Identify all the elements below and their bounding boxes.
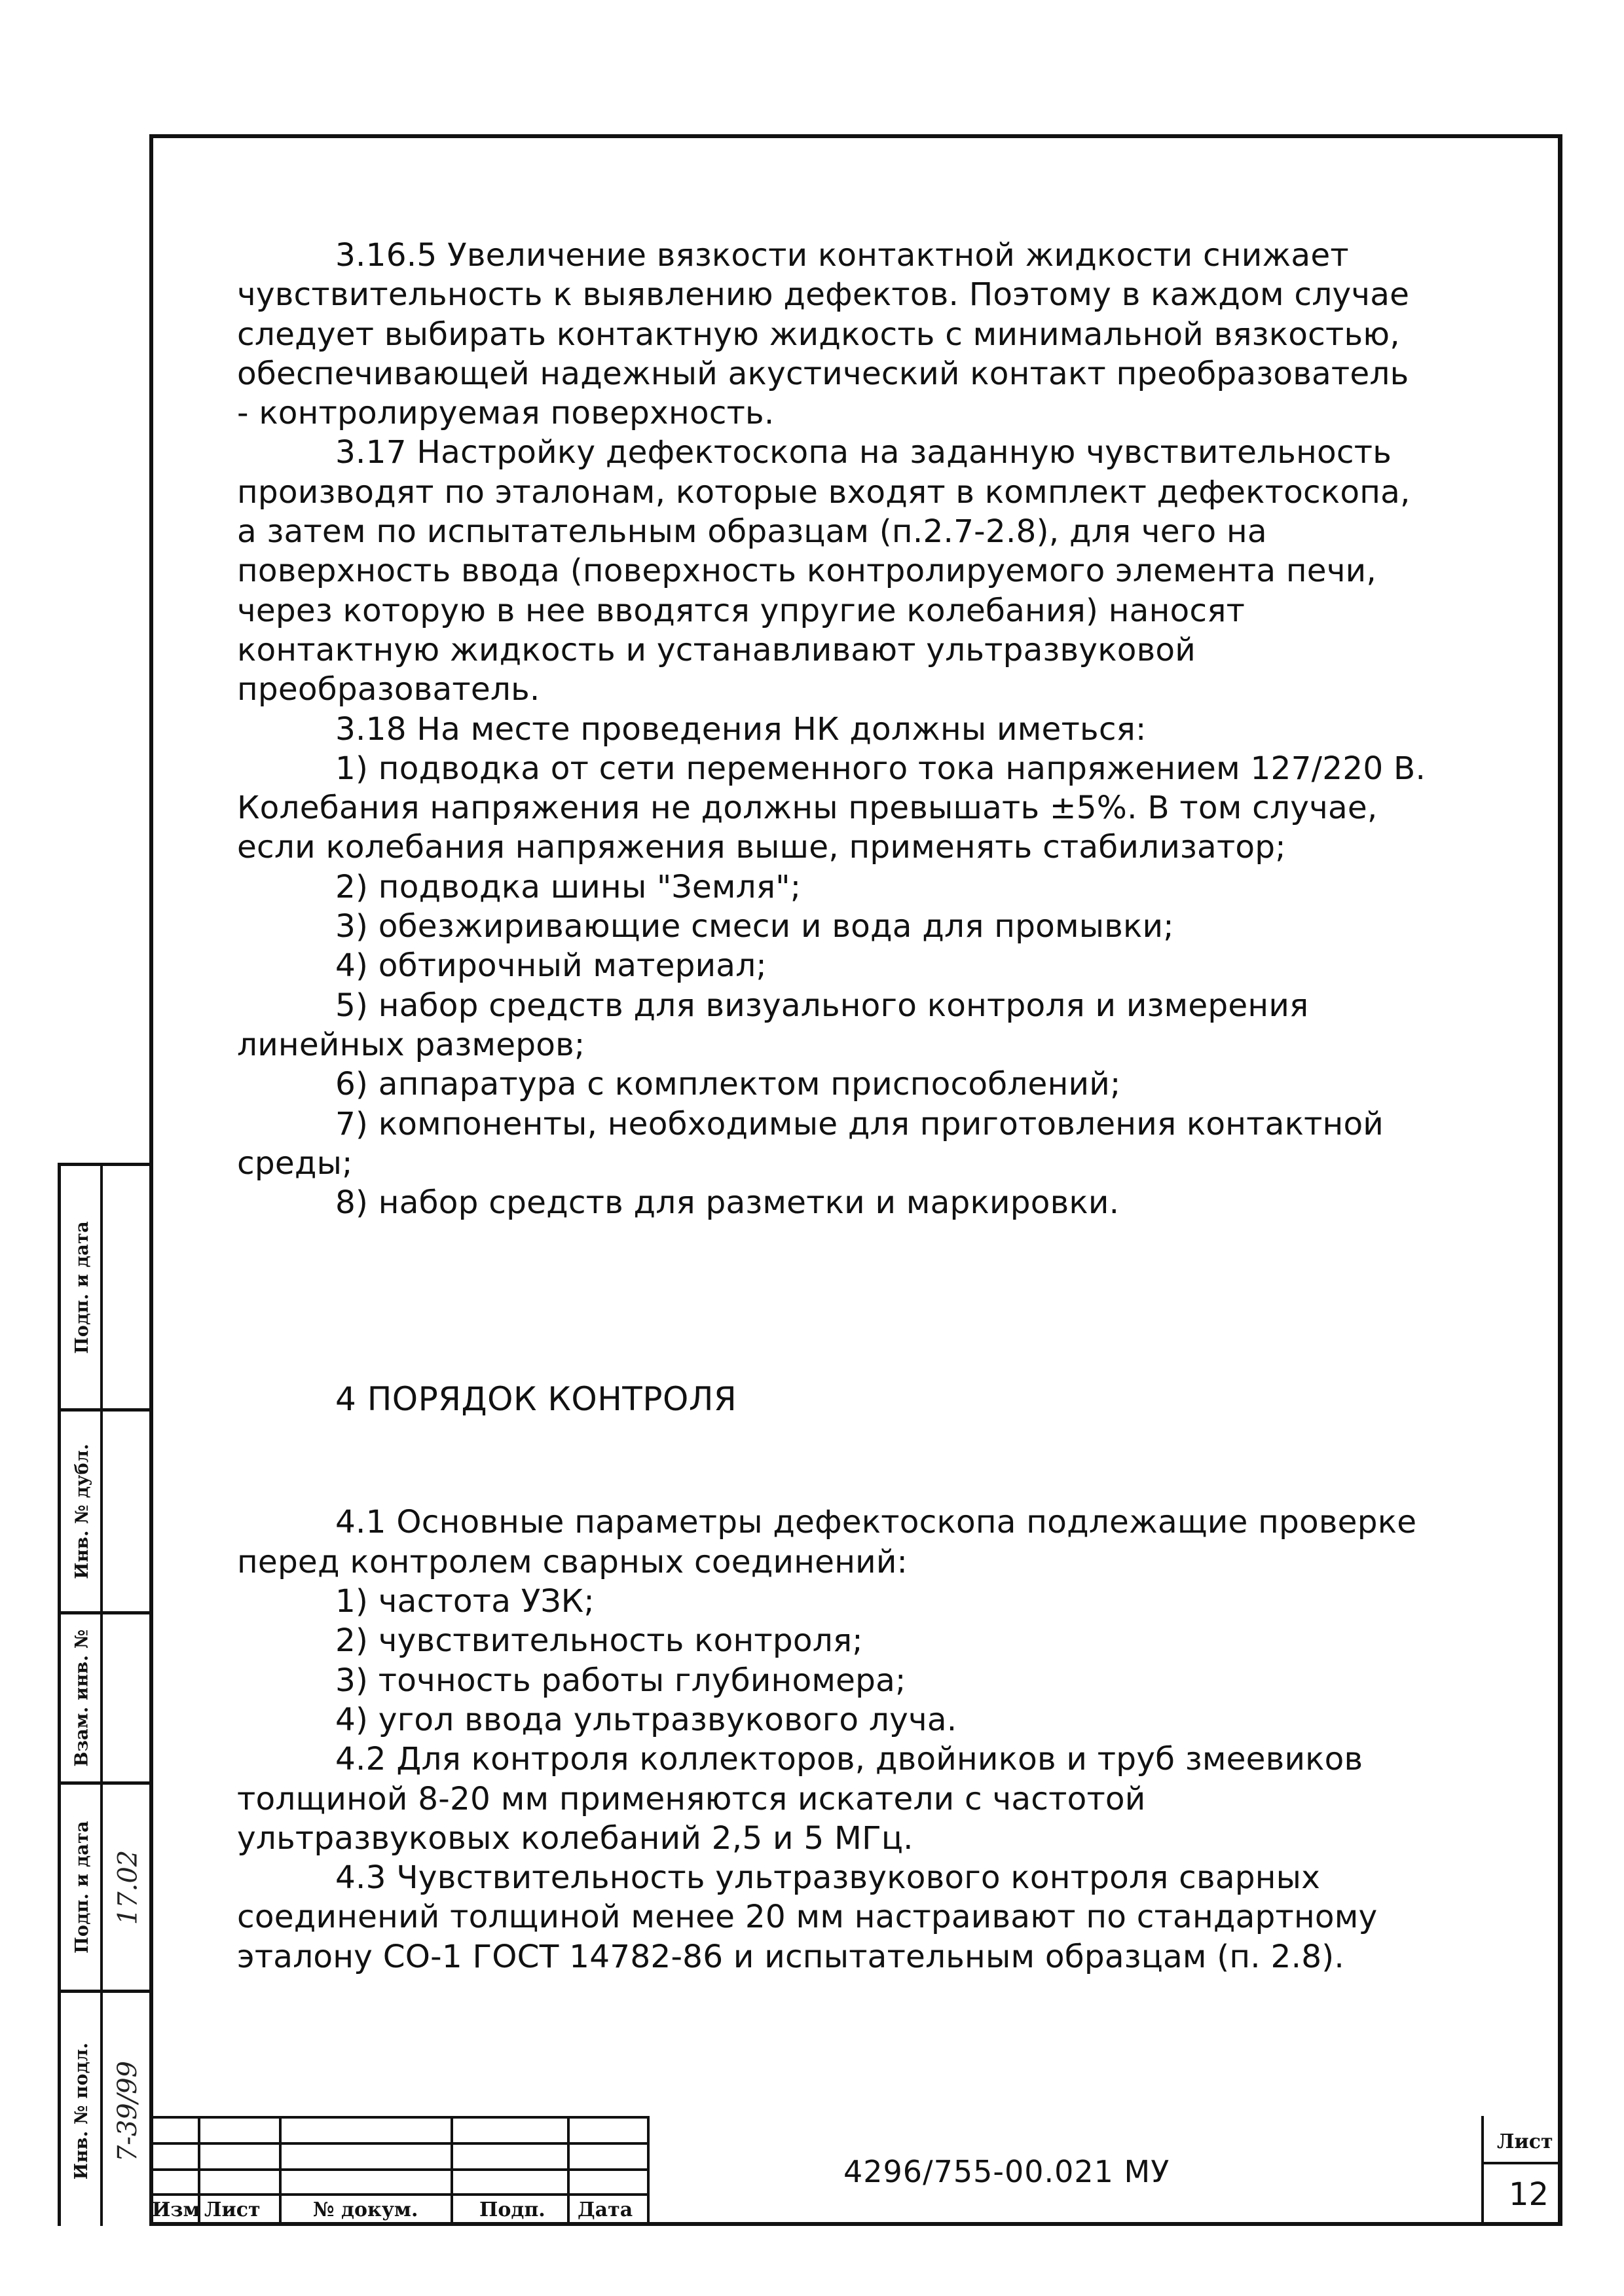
col-label-sheet: Лист: [204, 2198, 261, 2221]
paragraph-3-18: 3.18 На месте проведения НК должны иметься:: [335, 710, 1147, 748]
list-item-3-18-7: 7) компоненты, необходимые для приготовления контактной среды;: [237, 1105, 1384, 1182]
paragraph-3-17: 3.17 Настройку дефектоскопа на заданную чувствительность производят по эталонам, которые входят в комплект дефектоскопа, а затем по испытательным образцам (п.2.7-2.8), для чего на поверхность ввода (поверхность контролируемого элемента печи, через которую в нее вводятся упругие колебания) наносят контактную жидкость и устанавливают ультразвуковой преобразователь.: [237, 434, 1411, 708]
list-item-3-18-6: 6) аппаратура с комплектом приспособлений;: [335, 1066, 1121, 1103]
list-item-3-18-3: 3) обезжиривающие смеси и вода для промывки;: [335, 908, 1174, 945]
label-original-inventory: Инв. № подл.: [71, 2042, 92, 2180]
label-replacement-inventory: Взам. инв. №: [71, 1629, 92, 1767]
document-body: [237, 236, 1429, 1977]
list-item-4-1-1: 1) частота УЗК;: [335, 1583, 595, 1620]
list-item-3-18-8: 8) набор средств для разметки и маркировки.: [335, 1184, 1120, 1222]
handwritten-inventory-number: 7-39/99: [113, 2060, 143, 2162]
sheet-number: 12: [1509, 2176, 1549, 2213]
list-item-4-1-3: 3) точность работы глубиномера;: [335, 1662, 906, 1699]
handwritten-signature-date: 17.02: [113, 1850, 143, 1925]
sheet-label: Лист: [1497, 2130, 1553, 2153]
paragraph-4-1: 4.1 Основные параметры дефектоскопа подлежащие проверке перед контролем сварных соединений:: [237, 1504, 1417, 1580]
list-item-3-18-2: 2) подводка шины "Земля";: [335, 868, 802, 905]
list-item-3-18-4: 4) обтирочный материал;: [335, 947, 767, 985]
col-label-date: Дата: [578, 2198, 633, 2221]
list-item-3-18-1: 1) подводка от сети переменного тока напряжением 127/220 В. Колебания напряжения не должны превышать ±5%. В том случае, если колебания напряжения выше, применять стабилизатор;: [237, 750, 1426, 866]
paragraph-3-16-5: 3.16.5 Увеличение вязкости контактной жидкости снижает чувствительность к выявлению дефектов. Поэтому в каждом случае следует выбирать контактную жидкость с минимальной вязкостью, обеспечивающей надежный акустический контакт преобразователь - контролируемая поверхность.: [237, 237, 1410, 432]
list-item-3-18-5: 5) набор средств для визуального контроля и измерения линейных размеров;: [237, 987, 1309, 1063]
label-signature-date-1: Подп. и дата: [71, 1220, 92, 1354]
col-label-change: Изм: [152, 2198, 200, 2221]
label-duplicate-inventory: Инв. № дубл.: [71, 1444, 92, 1579]
label-signature-date-2: Подп. и дата: [71, 1821, 92, 1954]
paragraph-4-3: 4.3 Чувствительность ультразвукового контроля сварных соединений толщиной менее 20 мм настраивают по стандартному эталону СО-1 ГОСТ 14782-86 и испытательным образцам (п. 2.8).: [237, 1859, 1378, 1975]
list-item-4-1-4: 4) угол ввода ультразвукового луча.: [335, 1701, 957, 1738]
document-code: 4296/755-00.021 МУ: [843, 2154, 1170, 2189]
paragraph-4-2: 4.2 Для контроля коллекторов, двойников и труб змеевиков толщиной 8-20 мм применяются искатели с частотой ультразвуковых колебаний 2,5 и 5 МГц.: [237, 1741, 1363, 1857]
col-label-document-number: № докум.: [313, 2198, 418, 2221]
col-label-signature: Подп.: [479, 2198, 545, 2221]
left-stamp-strip: [58, 1163, 149, 2226]
list-item-4-1-2: 2) чувствительность контроля;: [335, 1622, 863, 1660]
section-heading: 4 ПОРЯДОК КОНТРОЛЯ: [335, 1380, 737, 1419]
title-block: [149, 2116, 1562, 2226]
